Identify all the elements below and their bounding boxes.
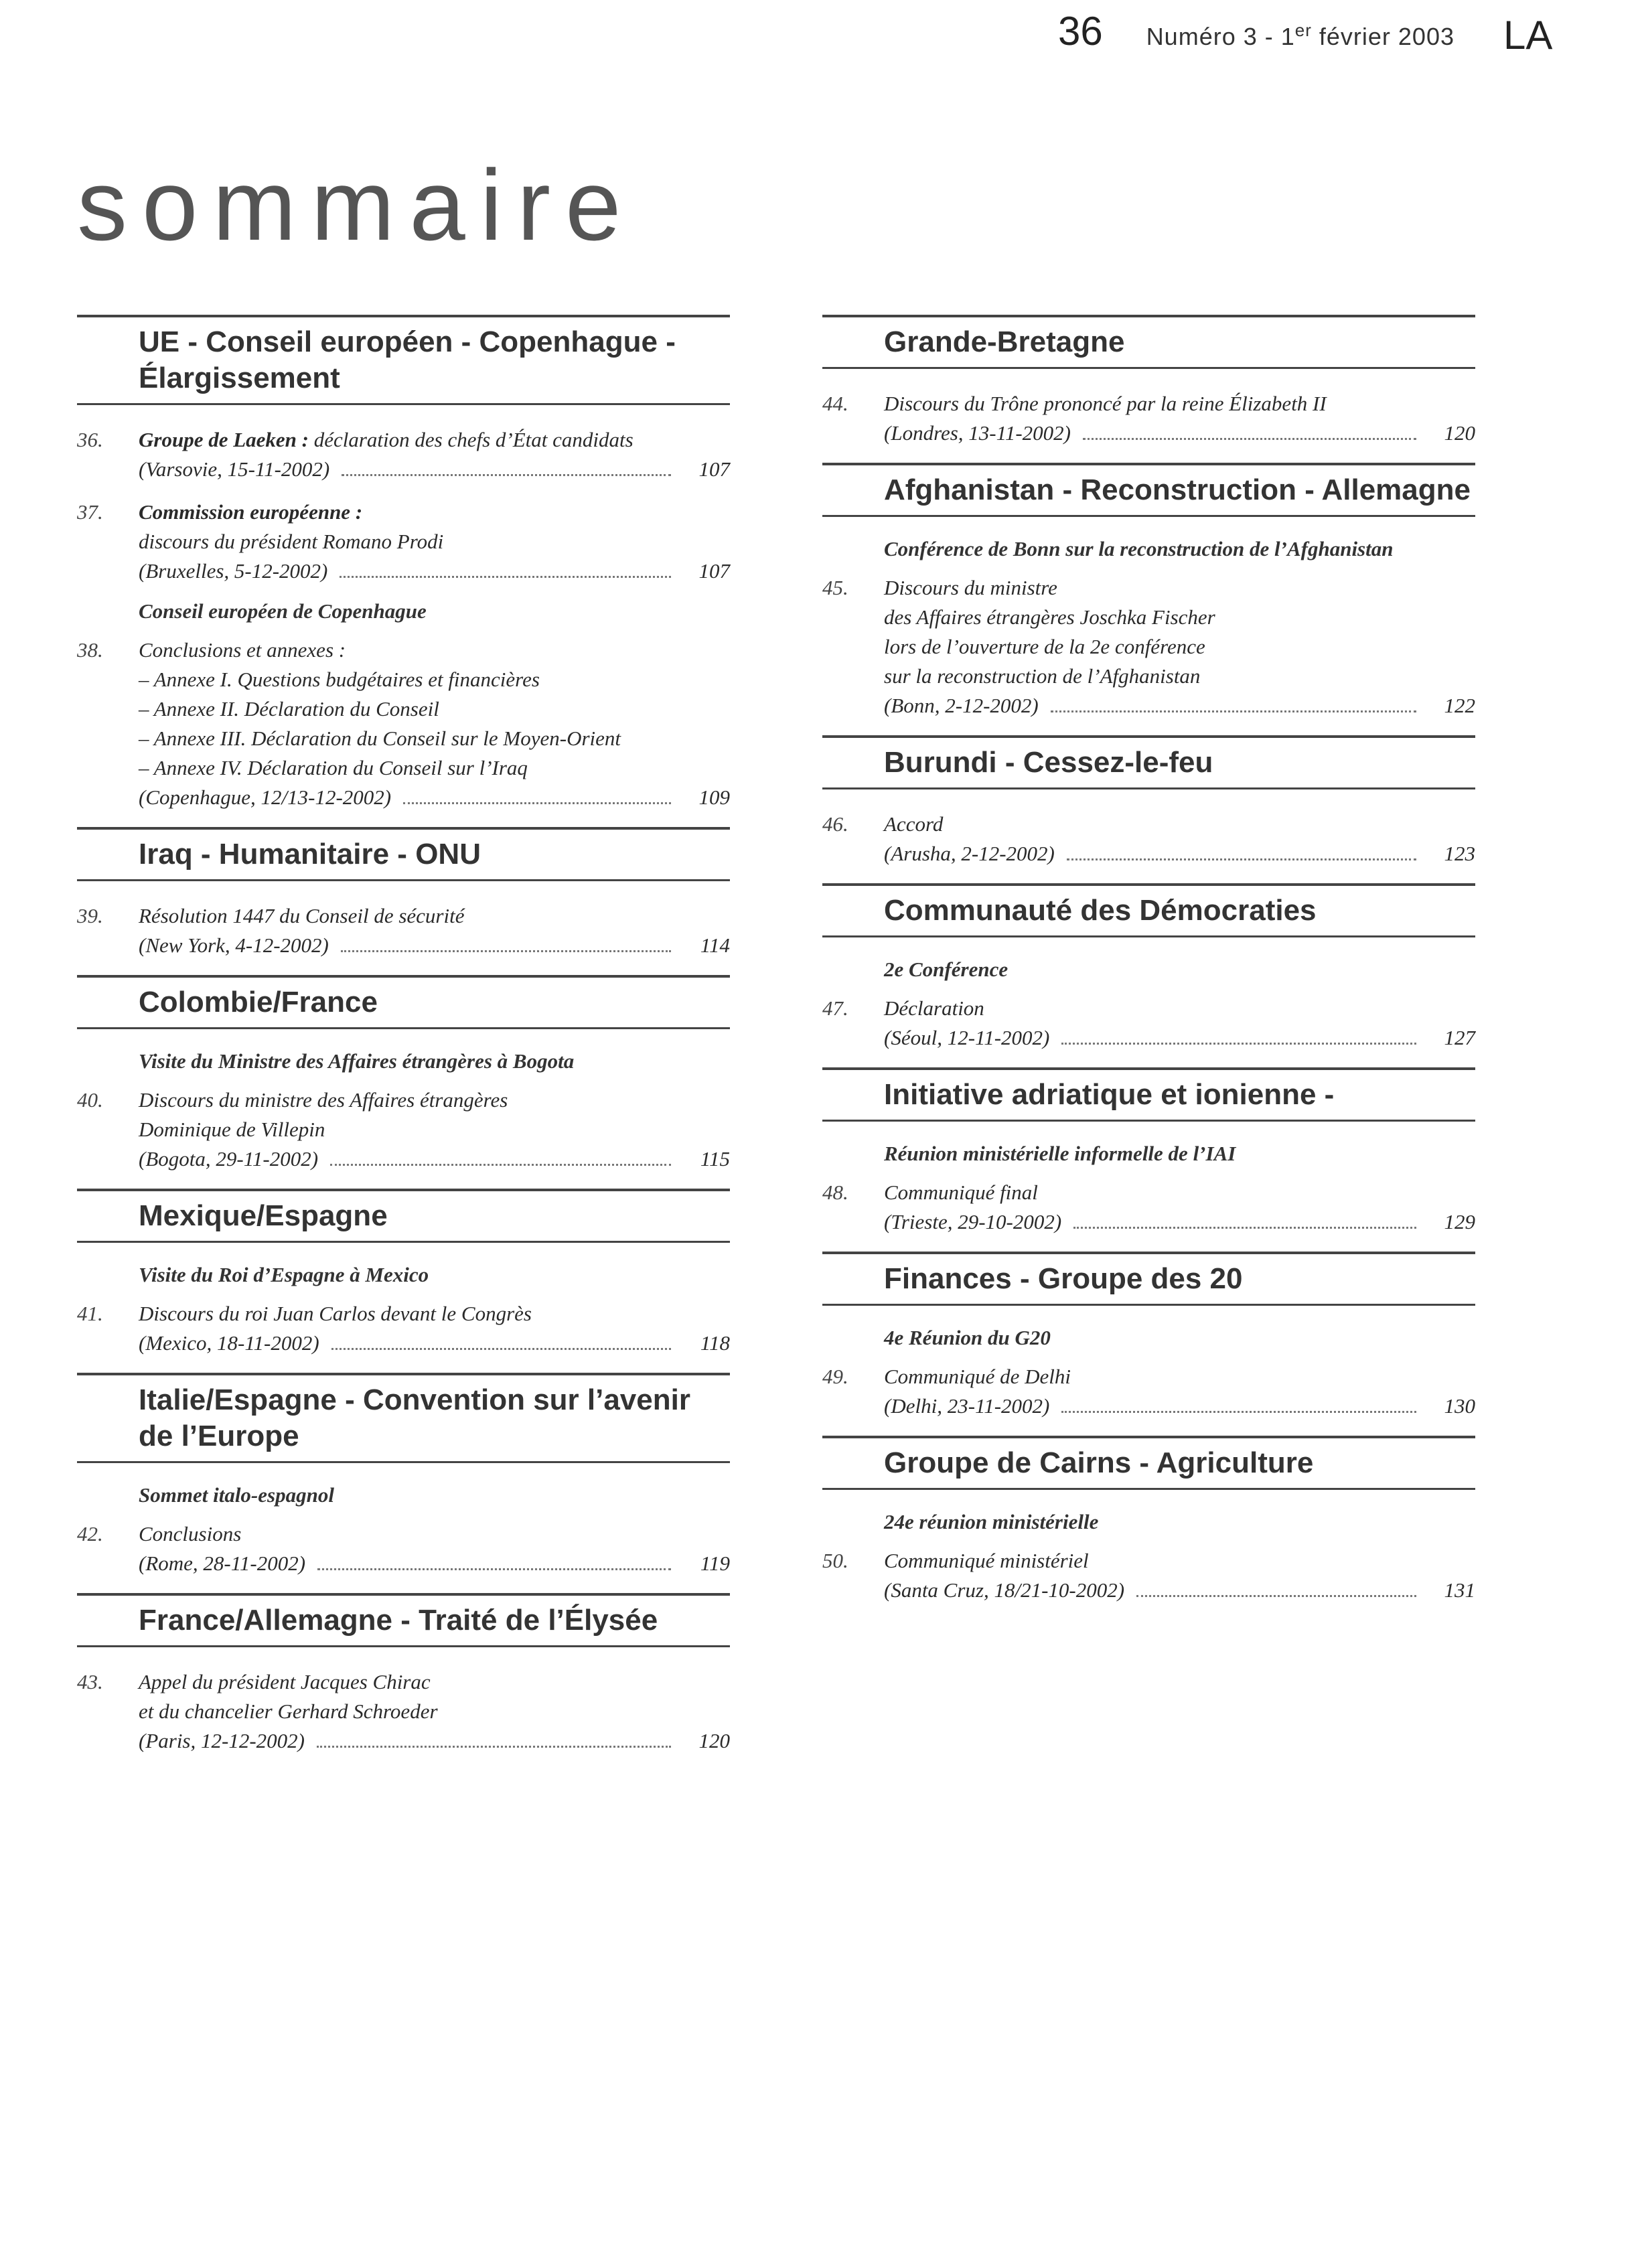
leader-dots bbox=[317, 1568, 671, 1570]
entry-place-date: (Trieste, 29-10-2002) bbox=[884, 1210, 1062, 1233]
entry-text: Conclusions et annexes : bbox=[139, 638, 346, 662]
section-heading: Mexique/Espagne bbox=[77, 1189, 730, 1243]
left-column bbox=[77, 315, 730, 1770]
leader-dots bbox=[330, 1164, 671, 1166]
entry-page-number: 131 bbox=[1444, 1578, 1475, 1602]
entry-reference bbox=[139, 1726, 730, 1756]
entry-body bbox=[139, 1085, 730, 1174]
section-heading: Afghanistan - Reconstruction - Allemagne bbox=[822, 463, 1475, 517]
entry-reference bbox=[884, 1576, 1475, 1605]
entry-line: – Annexe I. Questions budgétaires et financières bbox=[139, 668, 540, 691]
entry-first-line bbox=[139, 1667, 730, 1697]
entry-page-number: 119 bbox=[700, 1552, 730, 1575]
entry-line: – Annexe IV. Déclaration du Conseil sur l’Iraq bbox=[139, 756, 528, 779]
entry-number: 44. bbox=[822, 392, 848, 415]
entry-place-date: (Séoul, 12-11-2002) bbox=[884, 1026, 1050, 1049]
entry-first-line bbox=[884, 573, 1475, 603]
entry-page-number: 114 bbox=[700, 933, 730, 957]
entry-body bbox=[884, 573, 1475, 721]
entry-number: 39. bbox=[77, 904, 103, 927]
leader-dots bbox=[341, 950, 671, 952]
entry-reference bbox=[884, 1391, 1475, 1421]
entry-reference bbox=[884, 691, 1475, 721]
leader-dots bbox=[342, 474, 671, 476]
section-heading: Italie/Espagne - Convention sur l’avenir de l’Europe bbox=[77, 1373, 730, 1463]
leader-dots bbox=[340, 576, 671, 578]
entry-number: 49. bbox=[822, 1365, 848, 1388]
toc-section bbox=[822, 1436, 1475, 1605]
entry-line: discours du président Romano Prodi bbox=[139, 530, 444, 553]
handwritten-number: 36 bbox=[1058, 9, 1103, 54]
leader-dots bbox=[1061, 1411, 1416, 1413]
leader-dots bbox=[1061, 1043, 1416, 1045]
entry-place-date: (Londres, 13-11-2002) bbox=[884, 421, 1071, 445]
toc-section bbox=[77, 975, 730, 1174]
entry-body bbox=[139, 635, 730, 812]
entry-text: Discours du ministre bbox=[884, 576, 1057, 599]
entry-line: des Affaires étrangères Joschka Fischer bbox=[884, 605, 1215, 629]
entry-text: Conclusions bbox=[139, 1522, 242, 1545]
entry-first-line bbox=[884, 810, 1475, 839]
section-heading: France/Allemagne - Traité de l’Élysée bbox=[77, 1593, 730, 1647]
entry-number: 36. bbox=[77, 428, 103, 451]
toc-section bbox=[77, 1189, 730, 1358]
entry-number: 47. bbox=[822, 996, 848, 1020]
toc-section bbox=[822, 1252, 1475, 1421]
entry-page-number: 120 bbox=[698, 1729, 730, 1752]
toc-entry bbox=[77, 1299, 730, 1358]
toc-section bbox=[77, 1593, 730, 1756]
entry-number: 43. bbox=[77, 1670, 103, 1693]
issue-header bbox=[1146, 20, 1454, 51]
section-subtitle: Sommet italo-espagnol bbox=[139, 1483, 334, 1507]
entry-line: – Annexe III. Déclaration du Conseil sur le Moyen-Orient bbox=[139, 727, 621, 750]
entry-first-line bbox=[139, 1299, 730, 1329]
toc-entry bbox=[822, 389, 1475, 448]
entry-body bbox=[884, 994, 1475, 1053]
toc-entry bbox=[77, 635, 730, 812]
toc-entry bbox=[822, 573, 1475, 721]
entry-first-line bbox=[884, 1546, 1475, 1576]
section-heading: Burundi - Cessez-le-feu bbox=[822, 735, 1475, 789]
entry-text: Accord bbox=[884, 812, 944, 836]
leader-dots bbox=[403, 802, 671, 804]
section-subtitle: 24e réunion ministérielle bbox=[884, 1510, 1099, 1533]
entry-reference bbox=[884, 1023, 1475, 1053]
entry-reference bbox=[884, 839, 1475, 868]
leader-dots bbox=[1051, 710, 1416, 712]
entry-page-number: 127 bbox=[1444, 1026, 1475, 1049]
entry-text: déclaration des chefs d’État candidats bbox=[308, 428, 633, 451]
section-subtitle: 2e Conférence bbox=[884, 958, 1009, 981]
entry-number: 40. bbox=[77, 1088, 103, 1112]
section-heading: Iraq - Humanitaire - ONU bbox=[77, 827, 730, 881]
entry-place-date: (Bonn, 2-12-2002) bbox=[884, 694, 1039, 717]
entry-place-date: (New York, 4-12-2002) bbox=[139, 933, 329, 957]
leader-dots bbox=[317, 1746, 671, 1748]
section-subtitle: Visite du Ministre des Affaires étrangères à Bogota bbox=[139, 1049, 575, 1073]
entry-lead: Groupe de Laeken : bbox=[139, 428, 309, 451]
leader-dots bbox=[1136, 1595, 1416, 1597]
entry-first-line bbox=[139, 635, 730, 665]
entry-body bbox=[884, 1362, 1475, 1421]
entry-reference bbox=[139, 455, 730, 484]
entry-first-line bbox=[139, 425, 730, 455]
entry-reference bbox=[139, 556, 730, 586]
toc-entry bbox=[77, 1519, 730, 1578]
section-subtitle: Conseil européen de Copenhague bbox=[139, 599, 427, 623]
handwritten-initials: LA bbox=[1503, 13, 1553, 58]
entry-reference bbox=[884, 419, 1475, 448]
leader-dots bbox=[1083, 438, 1416, 440]
entry-text: Résolution 1447 du Conseil de sécurité bbox=[139, 904, 465, 927]
entry-number: 41. bbox=[77, 1302, 103, 1325]
section-subtitle: Réunion ministérielle informelle de l’IAI bbox=[884, 1142, 1236, 1165]
entry-page-number: 115 bbox=[700, 1147, 730, 1170]
toc-entry bbox=[822, 994, 1475, 1053]
entry-body bbox=[139, 498, 730, 586]
toc-section bbox=[822, 315, 1475, 448]
issue-sup: er bbox=[1294, 20, 1312, 40]
entry-page-number: 129 bbox=[1444, 1210, 1475, 1233]
entry-first-line bbox=[139, 498, 730, 527]
entry-reference bbox=[139, 783, 730, 812]
entry-body bbox=[139, 1519, 730, 1578]
entry-place-date: (Varsovie, 15-11-2002) bbox=[139, 457, 330, 481]
entry-first-line bbox=[139, 901, 730, 931]
toc-entry bbox=[77, 1667, 730, 1756]
leader-dots bbox=[331, 1348, 671, 1350]
section-heading: UE - Conseil européen - Copenhague - Élargissement bbox=[77, 315, 730, 405]
entry-body bbox=[139, 1299, 730, 1358]
toc-section bbox=[822, 735, 1475, 868]
entry-page-number: 122 bbox=[1444, 694, 1475, 717]
entry-line: Dominique de Villepin bbox=[139, 1118, 325, 1141]
toc-entry bbox=[77, 498, 730, 586]
entry-body bbox=[884, 389, 1475, 448]
right-column bbox=[822, 315, 1475, 1620]
entry-place-date: (Mexico, 18-11-2002) bbox=[139, 1331, 319, 1355]
toc-section bbox=[822, 463, 1475, 721]
toc-section bbox=[77, 827, 730, 960]
entry-reference bbox=[139, 931, 730, 960]
toc-entry bbox=[77, 901, 730, 960]
entry-page-number: 107 bbox=[698, 457, 730, 481]
entry-page-number: 130 bbox=[1444, 1394, 1475, 1418]
entry-line: lors de l’ouverture de la 2e conférence bbox=[884, 635, 1205, 658]
section-heading: Initiative adriatique et ionienne - bbox=[822, 1067, 1475, 1122]
entry-page-number: 107 bbox=[698, 559, 730, 583]
toc-entry bbox=[822, 810, 1475, 868]
entry-place-date: (Copenhague, 12/13-12-2002) bbox=[139, 785, 392, 809]
toc-section bbox=[77, 315, 730, 812]
entry-reference bbox=[139, 1144, 730, 1174]
entry-first-line bbox=[139, 1085, 730, 1115]
entry-first-line bbox=[139, 1519, 730, 1549]
section-heading: Finances - Groupe des 20 bbox=[822, 1252, 1475, 1306]
section-subtitle: Conférence de Bonn sur la reconstruction de l’Afghanistan bbox=[884, 537, 1394, 560]
entry-line: et du chancelier Gerhard Schroeder bbox=[139, 1699, 438, 1723]
entry-first-line bbox=[884, 389, 1475, 419]
toc-entry bbox=[822, 1362, 1475, 1421]
entry-body bbox=[139, 901, 730, 960]
section-heading: Grande-Bretagne bbox=[822, 315, 1475, 369]
section-heading: Colombie/France bbox=[77, 975, 730, 1029]
section-heading: Groupe de Cairns - Agriculture bbox=[822, 1436, 1475, 1490]
entry-body bbox=[884, 810, 1475, 868]
entry-number: 37. bbox=[77, 500, 103, 524]
toc-section bbox=[822, 883, 1475, 1053]
entry-place-date: (Bruxelles, 5-12-2002) bbox=[139, 559, 328, 583]
entry-line: – Annexe II. Déclaration du Conseil bbox=[139, 697, 439, 721]
entry-text: Communiqué ministériel bbox=[884, 1549, 1089, 1572]
entry-text: Déclaration bbox=[884, 996, 984, 1020]
section-subtitle: 4e Réunion du G20 bbox=[884, 1326, 1051, 1349]
issue-date: février 2003 bbox=[1311, 23, 1454, 50]
entry-line: sur la reconstruction de l’Afghanistan bbox=[884, 664, 1201, 688]
toc-entry bbox=[822, 1546, 1475, 1605]
leader-dots bbox=[1073, 1227, 1416, 1229]
entry-text: Discours du ministre des Affaires étrangères bbox=[139, 1088, 508, 1112]
toc-section bbox=[822, 1067, 1475, 1237]
toc-entry bbox=[822, 1178, 1475, 1237]
entry-number: 42. bbox=[77, 1522, 103, 1545]
entry-text: Appel du président Jacques Chirac bbox=[139, 1670, 431, 1693]
entry-text: Discours du Trône prononcé par la reine Élizabeth II bbox=[884, 392, 1327, 415]
entry-place-date: (Rome, 28-11-2002) bbox=[139, 1552, 306, 1575]
entry-reference bbox=[139, 1329, 730, 1358]
entry-body bbox=[139, 425, 730, 484]
entry-body bbox=[139, 1667, 730, 1756]
toc-entry bbox=[77, 1085, 730, 1174]
leader-dots bbox=[1067, 858, 1416, 860]
entry-text: Communiqué final bbox=[884, 1181, 1038, 1204]
entry-text: Communiqué de Delhi bbox=[884, 1365, 1071, 1388]
entry-number: 45. bbox=[822, 576, 848, 599]
entry-text: Discours du roi Juan Carlos devant le Congrès bbox=[139, 1302, 532, 1325]
entry-number: 38. bbox=[77, 638, 103, 662]
entry-page-number: 120 bbox=[1444, 421, 1475, 445]
page-title: sommaire bbox=[77, 149, 636, 261]
entry-number: 48. bbox=[822, 1181, 848, 1204]
entry-number: 46. bbox=[822, 812, 848, 836]
entry-lead: Commission européenne : bbox=[139, 500, 363, 524]
entry-reference bbox=[884, 1207, 1475, 1237]
entry-place-date: (Arusha, 2-12-2002) bbox=[884, 842, 1055, 865]
entry-number: 50. bbox=[822, 1549, 848, 1572]
toc-section bbox=[77, 1373, 730, 1578]
toc-entry bbox=[77, 425, 730, 484]
issue-prefix: Numéro 3 - 1 bbox=[1146, 23, 1295, 50]
entry-place-date: (Santa Cruz, 18/21-10-2002) bbox=[884, 1578, 1125, 1602]
section-subtitle: Visite du Roi d’Espagne à Mexico bbox=[139, 1263, 429, 1286]
entry-reference bbox=[139, 1549, 730, 1578]
entry-page-number: 123 bbox=[1444, 842, 1475, 865]
entry-first-line bbox=[884, 1178, 1475, 1207]
entry-place-date: (Bogota, 29-11-2002) bbox=[139, 1147, 319, 1170]
entry-page-number: 118 bbox=[700, 1331, 730, 1355]
section-heading: Communauté des Démocraties bbox=[822, 883, 1475, 937]
entry-first-line bbox=[884, 1362, 1475, 1391]
entry-place-date: (Paris, 12-12-2002) bbox=[139, 1729, 305, 1752]
entry-body bbox=[884, 1178, 1475, 1237]
entry-body bbox=[884, 1546, 1475, 1605]
entry-place-date: (Delhi, 23-11-2002) bbox=[884, 1394, 1050, 1418]
entry-first-line bbox=[884, 994, 1475, 1023]
entry-page-number: 109 bbox=[698, 785, 730, 809]
